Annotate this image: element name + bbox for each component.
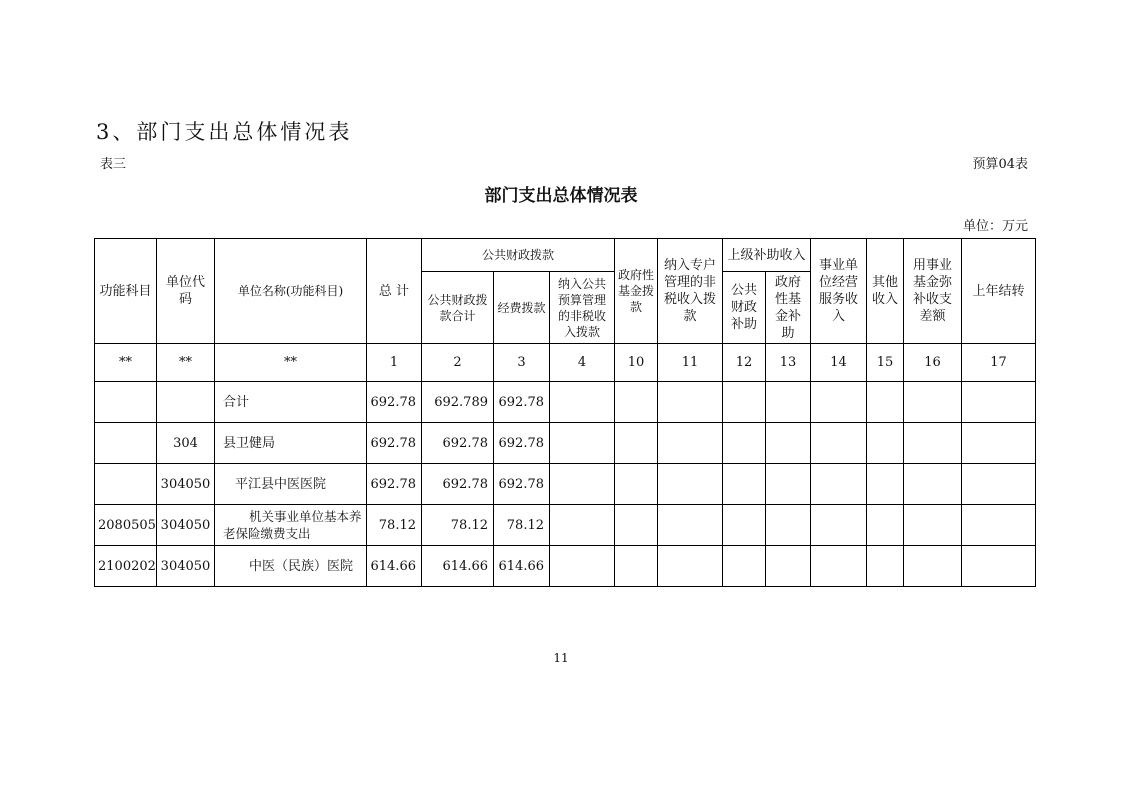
funding-cell: 692.78	[494, 423, 550, 464]
header-gov-fund-subsidy: 政府性基金补助	[766, 272, 811, 344]
index-cell: 3	[494, 344, 550, 382]
func-code-cell: 2100202	[95, 546, 157, 587]
index-cell: 1	[367, 344, 422, 382]
table-row	[95, 464, 1036, 505]
index-cell: 4	[550, 344, 615, 382]
funding-cell: 614.66	[494, 546, 550, 587]
public-finance-total-cell: 614.66	[422, 546, 494, 587]
unit-name-cell: 平江县中医医院	[215, 464, 367, 505]
total-cell: 78.12	[367, 505, 422, 546]
index-cell: **	[215, 344, 367, 382]
index-cell: 14	[811, 344, 867, 382]
index-cell: 17	[962, 344, 1036, 382]
unit-name-cell: 中医（民族）医院	[215, 546, 367, 587]
table-row	[95, 423, 1036, 464]
header-unit-name: 单位名称(功能科目)	[215, 239, 367, 344]
table-label-left: 表三	[100, 157, 127, 172]
funding-cell: 692.78	[494, 382, 550, 423]
index-cell: 2	[422, 344, 494, 382]
table-row	[95, 382, 1036, 423]
unit-code-cell: 304050	[157, 546, 215, 587]
func-code-cell	[95, 382, 157, 423]
header-other-income: 其他收入	[867, 239, 904, 344]
expenditure-table	[94, 238, 1036, 587]
funding-cell: 692.78	[494, 464, 550, 505]
index-cell: 10	[615, 344, 658, 382]
unit-code-cell: 304050	[157, 505, 215, 546]
funding-cell: 78.12	[494, 505, 550, 546]
index-cell: 13	[766, 344, 811, 382]
table-row	[95, 546, 1036, 587]
total-cell: 692.78	[367, 464, 422, 505]
index-cell: 15	[867, 344, 904, 382]
unit-label: 单位：万元	[962, 219, 1028, 234]
header-total: 总 计	[367, 239, 422, 344]
header-funding-allocation: 经费拨款	[494, 272, 550, 344]
public-finance-total-cell: 692.78	[422, 423, 494, 464]
unit-name-cell: 机关事业单位基本养老保险缴费支出	[215, 505, 367, 546]
index-cell: 11	[658, 344, 723, 382]
section-heading: 3、部门支出总体情况表	[96, 120, 353, 144]
unit-code-cell: 304	[157, 423, 215, 464]
header-nontax-special: 纳入专户管理的非税收入拨款	[658, 239, 723, 344]
header-public-finance-group: 公共财政拨款	[422, 239, 615, 272]
table-label-right: 预算04表	[972, 157, 1028, 172]
page-number: 11	[553, 651, 569, 665]
public-finance-total-cell: 78.12	[422, 505, 494, 546]
public-finance-total-cell: 692.789	[422, 382, 494, 423]
header-public-finance-subsidy: 公共财政补助	[723, 272, 766, 344]
header-prior-carryover: 上年结转	[962, 239, 1036, 344]
table-row	[95, 505, 1036, 546]
header-nontax-public: 纳入公共预算管理的非税收入拨款	[550, 272, 615, 344]
unit-name-cell: 县卫健局	[215, 423, 367, 464]
header-gov-fund-allocation: 政府性基金拨款	[615, 239, 658, 344]
table-title: 部门支出总体情况表	[484, 186, 638, 206]
index-cell: 12	[723, 344, 766, 382]
index-cell: 16	[904, 344, 962, 382]
unit-name-cell: 合计	[215, 382, 367, 423]
unit-code-cell	[157, 382, 215, 423]
index-cell: **	[95, 344, 157, 382]
header-func-subject: 功能科目	[95, 239, 157, 344]
func-code-cell	[95, 464, 157, 505]
header-fund-makeup: 用事业基金弥补收支差额	[904, 239, 962, 344]
total-cell: 614.66	[367, 546, 422, 587]
index-row	[95, 344, 1036, 382]
header-public-finance-total: 公共财政拨款合计	[422, 272, 494, 344]
unit-code-cell: 304050	[157, 464, 215, 505]
func-code-cell	[95, 423, 157, 464]
header-upper-subsidy-group: 上级补助收入	[723, 239, 811, 272]
func-code-cell: 2080505	[95, 505, 157, 546]
header-business-income: 事业单位经营服务收入	[811, 239, 867, 344]
header-unit-code: 单位代码	[157, 239, 215, 344]
total-cell: 692.78	[367, 382, 422, 423]
index-cell: **	[157, 344, 215, 382]
total-cell: 692.78	[367, 423, 422, 464]
public-finance-total-cell: 692.78	[422, 464, 494, 505]
